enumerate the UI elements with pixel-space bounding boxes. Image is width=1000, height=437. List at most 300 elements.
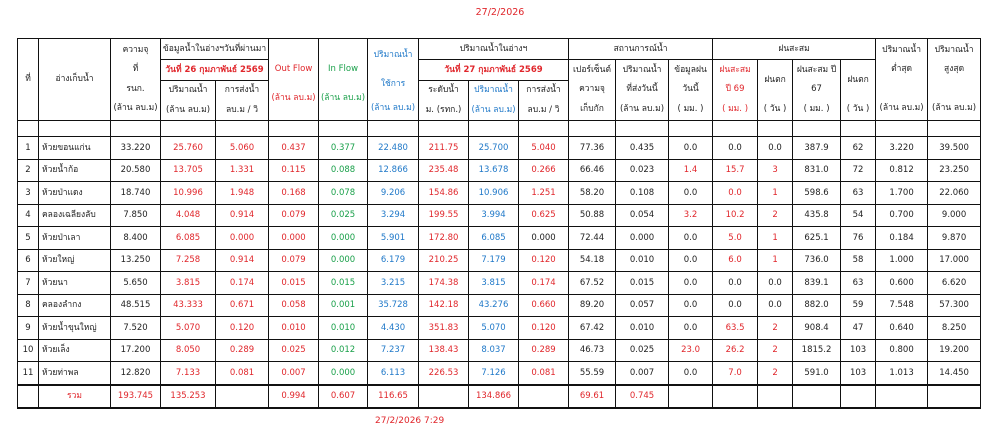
header-previous-date: วันที่ 26 กุมภาพันธ์ 2569 — [161, 60, 269, 81]
cell-release: 5.040 — [519, 137, 569, 160]
cell-vol: 3.994 — [469, 204, 519, 227]
cell-prev-vol: 25.760 — [161, 137, 216, 160]
cell-percent: 54.18 — [569, 249, 616, 272]
empty-cell — [519, 121, 569, 137]
cell-percent: 89.20 — [569, 294, 616, 317]
cell-release: 0.625 — [519, 204, 569, 227]
cell-level: 172.80 — [419, 227, 469, 250]
cell-no: 2 — [18, 159, 39, 182]
total-vol: 134.866 — [469, 385, 519, 408]
cell-rain67: 839.1 — [793, 272, 841, 295]
header-prev-release: การส่งน้ำ ลบ.ม / วิ — [216, 81, 269, 121]
cell-outflow: 0.000 — [269, 227, 319, 250]
cell-prev-vol: 3.815 — [161, 272, 216, 295]
table-row — [18, 362, 981, 385]
spacer-row — [18, 121, 981, 137]
cell-name: ห้วยป่าเลา — [39, 227, 111, 250]
cell-max: 8.250 — [928, 317, 981, 340]
cell-days69: 3 — [758, 159, 793, 182]
cell-prev-vol: 8.050 — [161, 339, 216, 362]
cell-days67: 62 — [841, 137, 876, 160]
cell-prev-release: 0.914 — [216, 249, 269, 272]
cell-release: 0.081 — [519, 362, 569, 385]
cell-rain69: 15.7 — [713, 159, 758, 182]
cell-days69: 2 — [758, 362, 793, 385]
cell-rain69: 10.2 — [713, 204, 758, 227]
header-usable: ปริมาณน้ำ ใช้การ (ล้าน ลบ.ม) — [368, 39, 419, 121]
cell-percent: 46.73 — [569, 339, 616, 362]
cell-outflow: 0.015 — [269, 272, 319, 295]
empty-cell — [319, 121, 368, 137]
cell-outflow: 0.437 — [269, 137, 319, 160]
cell-name: ห้วยน้ำขุนใหญ่ — [39, 317, 111, 340]
empty-cell — [669, 121, 713, 137]
cell-prev-release: 0.000 — [216, 227, 269, 250]
cell-prev-vol: 4.048 — [161, 204, 216, 227]
total-prev-vol: 135.253 — [161, 385, 216, 408]
total-rain-today — [669, 385, 713, 408]
cell-percent: 50.88 — [569, 204, 616, 227]
cell-no: 11 — [18, 362, 39, 385]
cell-no: 4 — [18, 204, 39, 227]
cell-prev-vol: 43.333 — [161, 294, 216, 317]
cell-outflow: 0.115 — [269, 159, 319, 182]
empty-cell — [419, 121, 469, 137]
header-previous-group: ข้อมูลน้ำในอ่างฯวันที่ผ่านมา — [161, 39, 269, 60]
cell-no: 8 — [18, 294, 39, 317]
cell-min: 0.640 — [876, 317, 928, 340]
cell-outflow: 0.168 — [269, 182, 319, 205]
cell-percent: 67.52 — [569, 272, 616, 295]
total-days69 — [758, 385, 793, 408]
cell-min: 0.812 — [876, 159, 928, 182]
total-rain69 — [713, 385, 758, 408]
cell-release: 1.251 — [519, 182, 569, 205]
cell-days69: 2 — [758, 339, 793, 362]
cell-days67: 54 — [841, 204, 876, 227]
cell-rain67: 908.4 — [793, 317, 841, 340]
empty-cell — [39, 121, 111, 137]
header-current-date: วันที่ 27 กุมภาพันธ์ 2569 — [419, 60, 569, 81]
header-volume: ปริมาณน้ำ (ล้าน ลบ.ม) — [469, 81, 519, 121]
empty-cell — [18, 121, 39, 137]
cell-usable: 4.430 — [368, 317, 419, 340]
cell-percent: 72.44 — [569, 227, 616, 250]
cell-rain-today: 23.0 — [669, 339, 713, 362]
cell-usable: 3.294 — [368, 204, 419, 227]
cell-outflow: 0.079 — [269, 249, 319, 272]
empty-cell — [713, 121, 758, 137]
cell-min: 3.220 — [876, 137, 928, 160]
header-min: ปริมาณน้ำ ต่ำสุด (ล้าน ลบ.ม) — [876, 39, 928, 121]
header-prev-volume: ปริมาณน้ำ (ล้าน ลบ.ม) — [161, 81, 216, 121]
cell-no: 1 — [18, 137, 39, 160]
cell-no: 6 — [18, 249, 39, 272]
cell-rain69: 0.0 — [713, 294, 758, 317]
cell-level: 226.53 — [419, 362, 469, 385]
cell-min: 7.548 — [876, 294, 928, 317]
cell-capacity: 17.200 — [111, 339, 161, 362]
cell-level: 154.86 — [419, 182, 469, 205]
cell-inflow: 0.015 — [319, 272, 368, 295]
table-row — [18, 272, 981, 295]
cell-days69: 1 — [758, 249, 793, 272]
table-row — [18, 159, 981, 182]
cell-days67: 72 — [841, 159, 876, 182]
cell-max: 19.200 — [928, 339, 981, 362]
header-sent-today: ปริมาณน้ำ ที่ส่งวันนี้ (ล้าน ลบ.ม) — [616, 60, 669, 121]
header-level: ระดับน้ำ ม. (รทก.) — [419, 81, 469, 121]
cell-no: 7 — [18, 272, 39, 295]
cell-days67: 63 — [841, 182, 876, 205]
cell-prev-vol: 5.070 — [161, 317, 216, 340]
cell-sent-today: 0.010 — [616, 249, 669, 272]
cell-days69: 2 — [758, 204, 793, 227]
cell-no: 10 — [18, 339, 39, 362]
report-date-title: 27/2/2026 — [475, 7, 525, 18]
cell-name: ห้วยใหญ่ — [39, 249, 111, 272]
total-release — [519, 385, 569, 408]
cell-vol: 25.700 — [469, 137, 519, 160]
cell-level: 199.55 — [419, 204, 469, 227]
cell-percent: 66.46 — [569, 159, 616, 182]
cell-min: 1.013 — [876, 362, 928, 385]
cell-name: ห้วยน้ำก้อ — [39, 159, 111, 182]
cell-rain67: 387.9 — [793, 137, 841, 160]
cell-prev-vol: 10.996 — [161, 182, 216, 205]
cell-rain69: 0.0 — [713, 272, 758, 295]
cell-level: 174.38 — [419, 272, 469, 295]
cell-capacity: 7.520 — [111, 317, 161, 340]
cell-rain-today: 0.0 — [669, 227, 713, 250]
cell-rain67: 591.0 — [793, 362, 841, 385]
cell-outflow: 0.025 — [269, 339, 319, 362]
cell-sent-today: 0.000 — [616, 227, 669, 250]
cell-max: 22.060 — [928, 182, 981, 205]
header-no: ที่ — [18, 39, 39, 121]
cell-min: 0.700 — [876, 204, 928, 227]
cell-usable: 5.901 — [368, 227, 419, 250]
cell-min: 1.000 — [876, 249, 928, 272]
cell-vol: 13.678 — [469, 159, 519, 182]
cell-inflow: 0.088 — [319, 159, 368, 182]
empty-cell — [616, 121, 669, 137]
empty-cell — [469, 121, 519, 137]
header-release: การส่งน้ำ ลบ.ม / วิ — [519, 81, 569, 121]
cell-inflow: 0.012 — [319, 339, 368, 362]
cell-max: 9.000 — [928, 204, 981, 227]
table-row — [18, 249, 981, 272]
cell-level: 235.48 — [419, 159, 469, 182]
empty-cell — [758, 121, 793, 137]
total-max — [928, 385, 981, 408]
cell-rain67: 435.8 — [793, 204, 841, 227]
cell-sent-today: 0.108 — [616, 182, 669, 205]
cell-release: 0.289 — [519, 339, 569, 362]
cell-level: 351.83 — [419, 317, 469, 340]
total-capacity: 193.745 — [111, 385, 161, 408]
cell-usable: 6.179 — [368, 249, 419, 272]
reservoir-table — [17, 38, 981, 409]
cell-days69: 1 — [758, 182, 793, 205]
cell-vol: 8.037 — [469, 339, 519, 362]
cell-outflow: 0.058 — [269, 294, 319, 317]
empty-cell — [111, 121, 161, 137]
cell-prev-vol: 13.705 — [161, 159, 216, 182]
cell-rain67: 831.0 — [793, 159, 841, 182]
cell-usable: 6.113 — [368, 362, 419, 385]
table-row — [18, 294, 981, 317]
cell-rain69: 7.0 — [713, 362, 758, 385]
cell-usable: 12.866 — [368, 159, 419, 182]
cell-prev-vol: 7.133 — [161, 362, 216, 385]
cell-max: 6.620 — [928, 272, 981, 295]
table-row — [18, 182, 981, 205]
cell-rain69: 0.0 — [713, 182, 758, 205]
cell-inflow: 0.001 — [319, 294, 368, 317]
cell-capacity: 33.220 — [111, 137, 161, 160]
cell-sent-today: 0.435 — [616, 137, 669, 160]
cell-prev-release: 0.289 — [216, 339, 269, 362]
cell-days67: 59 — [841, 294, 876, 317]
total-no — [18, 385, 39, 408]
header-capacity: ความจุ ที่ รนก. (ล้าน ลบ.ม) — [111, 39, 161, 121]
cell-usable: 9.206 — [368, 182, 419, 205]
cell-name: ห้วยเล็ง — [39, 339, 111, 362]
cell-prev-release: 0.174 — [216, 272, 269, 295]
empty-cell — [841, 121, 876, 137]
cell-capacity: 7.850 — [111, 204, 161, 227]
cell-prev-release: 0.914 — [216, 204, 269, 227]
cell-rain67: 736.0 — [793, 249, 841, 272]
cell-sent-today: 0.054 — [616, 204, 669, 227]
total-sent-today: 0.745 — [616, 385, 669, 408]
cell-rain69: 6.0 — [713, 249, 758, 272]
cell-sent-today: 0.007 — [616, 362, 669, 385]
cell-name: ห้วยท่าพล — [39, 362, 111, 385]
cell-rain-today: 0.0 — [669, 272, 713, 295]
cell-days69: 0.0 — [758, 294, 793, 317]
cell-sent-today: 0.025 — [616, 339, 669, 362]
cell-name: คลองลำกง — [39, 294, 111, 317]
cell-min: 1.700 — [876, 182, 928, 205]
cell-sent-today: 0.015 — [616, 272, 669, 295]
header-rain-69: ฝนสะสม ปี 69 ( มม. ) — [713, 60, 758, 121]
cell-rain69: 0.0 — [713, 137, 758, 160]
cell-prev-release: 1.948 — [216, 182, 269, 205]
cell-max: 23.250 — [928, 159, 981, 182]
header-reservoir: อ่างเก็บน้ำ — [39, 39, 111, 121]
cell-rain69: 63.5 — [713, 317, 758, 340]
total-prev-release — [216, 385, 269, 408]
cell-sent-today: 0.023 — [616, 159, 669, 182]
cell-vol: 10.906 — [469, 182, 519, 205]
total-days67 — [841, 385, 876, 408]
cell-prev-release: 5.060 — [216, 137, 269, 160]
cell-release: 0.120 — [519, 249, 569, 272]
table-row — [18, 137, 981, 160]
cell-vol: 43.276 — [469, 294, 519, 317]
cell-outflow: 0.010 — [269, 317, 319, 340]
cell-capacity: 48.515 — [111, 294, 161, 317]
total-row — [18, 385, 981, 408]
cell-days67: 58 — [841, 249, 876, 272]
cell-prev-release: 0.671 — [216, 294, 269, 317]
cell-days69: 2 — [758, 317, 793, 340]
cell-prev-release: 1.331 — [216, 159, 269, 182]
cell-inflow: 0.000 — [319, 227, 368, 250]
cell-days67: 76 — [841, 227, 876, 250]
cell-rain-today: 0.0 — [669, 182, 713, 205]
updated-timestamp: 27/2/2026 7:29 — [375, 416, 445, 426]
cell-percent: 58.20 — [569, 182, 616, 205]
cell-max: 57.300 — [928, 294, 981, 317]
cell-percent: 67.42 — [569, 317, 616, 340]
cell-percent: 55.59 — [569, 362, 616, 385]
header-days-69: ฝนตก ( วัน ) — [758, 60, 793, 121]
cell-inflow: 0.000 — [319, 362, 368, 385]
cell-prev-release: 0.081 — [216, 362, 269, 385]
cell-capacity: 12.820 — [111, 362, 161, 385]
cell-name: ห้วยป่าแดง — [39, 182, 111, 205]
cell-usable: 22.480 — [368, 137, 419, 160]
header-status-group: สถานการณ์น้ำ — [569, 39, 713, 60]
cell-level: 211.75 — [419, 137, 469, 160]
empty-cell — [928, 121, 981, 137]
total-level — [419, 385, 469, 408]
cell-sent-today: 0.010 — [616, 317, 669, 340]
empty-cell — [161, 121, 216, 137]
cell-percent: 77.36 — [569, 137, 616, 160]
header-rain-group: ฝนสะสม — [713, 39, 876, 60]
cell-prev-vol: 6.085 — [161, 227, 216, 250]
cell-no: 5 — [18, 227, 39, 250]
table-row — [18, 339, 981, 362]
cell-inflow: 0.025 — [319, 204, 368, 227]
cell-rain69: 5.0 — [713, 227, 758, 250]
cell-rain-today: 0.0 — [669, 249, 713, 272]
cell-max: 39.500 — [928, 137, 981, 160]
cell-name: ห้วยขอนแก่น — [39, 137, 111, 160]
table-body — [18, 121, 981, 408]
cell-inflow: 0.010 — [319, 317, 368, 340]
total-inflow: 0.607 — [319, 385, 368, 408]
total-percent: 69.61 — [569, 385, 616, 408]
cell-rain-today: 0.0 — [669, 317, 713, 340]
table-row — [18, 227, 981, 250]
cell-capacity: 13.250 — [111, 249, 161, 272]
cell-rain-today: 0.0 — [669, 362, 713, 385]
cell-no: 3 — [18, 182, 39, 205]
cell-vol: 7.126 — [469, 362, 519, 385]
header-days-67: ฝนตก ( วัน ) — [841, 60, 876, 121]
cell-capacity: 20.580 — [111, 159, 161, 182]
cell-max: 14.450 — [928, 362, 981, 385]
cell-release: 0.660 — [519, 294, 569, 317]
cell-min: 0.600 — [876, 272, 928, 295]
total-name: รวม — [39, 385, 111, 408]
cell-days67: 63 — [841, 272, 876, 295]
cell-usable: 7.237 — [368, 339, 419, 362]
total-min — [876, 385, 928, 408]
cell-inflow: 0.000 — [319, 249, 368, 272]
table-header — [18, 39, 981, 121]
cell-vol: 5.070 — [469, 317, 519, 340]
cell-capacity: 5.650 — [111, 272, 161, 295]
empty-cell — [876, 121, 928, 137]
cell-days69: 0.0 — [758, 272, 793, 295]
cell-rain-today: 3.2 — [669, 204, 713, 227]
table-row — [18, 317, 981, 340]
cell-prev-release: 0.120 — [216, 317, 269, 340]
cell-capacity: 18.740 — [111, 182, 161, 205]
cell-no: 9 — [18, 317, 39, 340]
empty-cell — [269, 121, 319, 137]
cell-release: 0.174 — [519, 272, 569, 295]
empty-cell — [368, 121, 419, 137]
header-max: ปริมาณน้ำ สูงสุด (ล้าน ลบ.ม) — [928, 39, 981, 121]
cell-release: 0.120 — [519, 317, 569, 340]
cell-sent-today: 0.057 — [616, 294, 669, 317]
cell-days69: 0.0 — [758, 137, 793, 160]
cell-min: 0.800 — [876, 339, 928, 362]
header-current-group: ปริมาณน้ำในอ่างฯ — [419, 39, 569, 60]
cell-inflow: 0.078 — [319, 182, 368, 205]
cell-inflow: 0.377 — [319, 137, 368, 160]
header-percent: เปอร์เซ็นต์ ความจุ เก็บกัก — [569, 60, 616, 121]
cell-outflow: 0.007 — [269, 362, 319, 385]
cell-days67: 47 — [841, 317, 876, 340]
cell-rain67: 625.1 — [793, 227, 841, 250]
cell-days67: 103 — [841, 339, 876, 362]
cell-days67: 103 — [841, 362, 876, 385]
cell-max: 9.870 — [928, 227, 981, 250]
cell-level: 138.43 — [419, 339, 469, 362]
cell-vol: 7.179 — [469, 249, 519, 272]
cell-rain-today: 0.0 — [669, 294, 713, 317]
header-inflow: In Flow (ล้าน ลบ.ม) — [319, 39, 368, 121]
cell-usable: 35.728 — [368, 294, 419, 317]
cell-outflow: 0.079 — [269, 204, 319, 227]
empty-cell — [793, 121, 841, 137]
header-rain-today: ข้อมูลฝน วันนี้ ( มม. ) — [669, 60, 713, 121]
empty-cell — [216, 121, 269, 137]
cell-usable: 3.215 — [368, 272, 419, 295]
cell-vol: 3.815 — [469, 272, 519, 295]
cell-release: 0.266 — [519, 159, 569, 182]
cell-name: ห้วยนา — [39, 272, 111, 295]
total-outflow: 0.994 — [269, 385, 319, 408]
cell-rain-today: 1.4 — [669, 159, 713, 182]
header-outflow: Out Flow (ล้าน ลบ.ม) — [269, 39, 319, 121]
cell-level: 210.25 — [419, 249, 469, 272]
total-usable: 116.65 — [368, 385, 419, 408]
cell-rain-today: 0.0 — [669, 137, 713, 160]
cell-level: 142.18 — [419, 294, 469, 317]
header-rain-67: ฝนสะสม ปี 67 ( มม. ) — [793, 60, 841, 121]
cell-vol: 6.085 — [469, 227, 519, 250]
cell-rain67: 1815.2 — [793, 339, 841, 362]
cell-prev-vol: 7.258 — [161, 249, 216, 272]
table-row — [18, 204, 981, 227]
cell-capacity: 8.400 — [111, 227, 161, 250]
empty-cell — [569, 121, 616, 137]
cell-rain67: 882.0 — [793, 294, 841, 317]
cell-release: 0.000 — [519, 227, 569, 250]
cell-name: คลองเฉลียงลับ — [39, 204, 111, 227]
cell-rain67: 598.6 — [793, 182, 841, 205]
cell-max: 17.000 — [928, 249, 981, 272]
